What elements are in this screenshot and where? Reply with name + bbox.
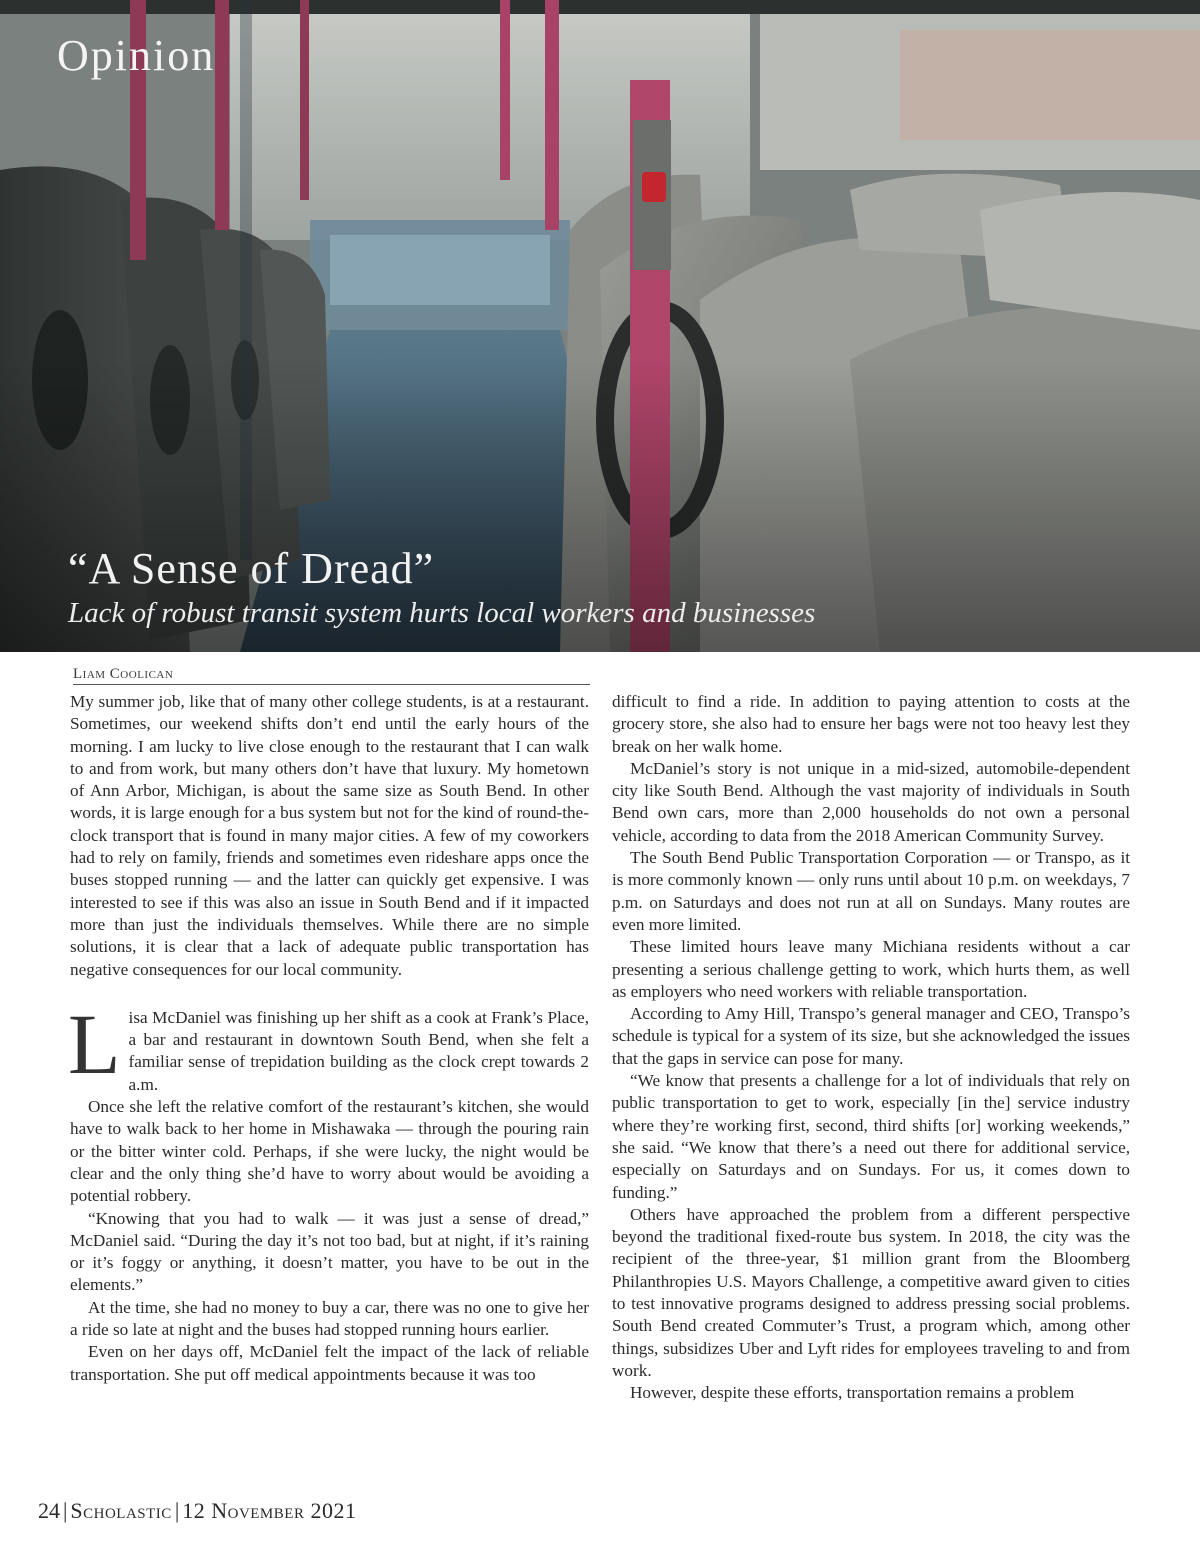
body-paragraph: According to Amy Hill, Transpo’s general manager and CEO, Transpo’s schedule is typical for a system of its size, but she acknowledged the issues that the gaps in service can pose for many. — [612, 1004, 1130, 1068]
hero-photo — [0, 0, 1200, 652]
footer-divider: | — [63, 1498, 68, 1523]
left-column — [70, 691, 589, 1386]
body-paragraph: Even on her days off, McDaniel felt the impact of the lack of reliable transportation. She put off medical appointments because it was too — [70, 1342, 589, 1384]
article-headline: “A Sense of Dread” — [68, 544, 435, 593]
byline: Liam Coolican — [73, 666, 590, 685]
body-paragraph: McDaniel’s story is not unique in a mid-sized, automobile-dependent city like South Bend. Although the vast majority of individuals in South Bend own cars, more than 2,000 households do not own a personal vehicle, according to data from the 2018 American Community Survey. — [612, 758, 1130, 845]
lead-paragraph-text: isa McDaniel was finishing up her shift as a cook at Frank’s Place, a bar and restaurant in downtown South Bend, when she felt a familiar sense of trepidation building as the clock crept towards 2 a.m. — [128, 1007, 589, 1094]
body-paragraph: Once she left the relative comfort of the restaurant’s kitchen, she would have to walk back to her home in Mishawaka — through the pouring rain or the bitter winter cold. Perhaps, if she were lucky, the night would be clear and the only thing she’d have to worry about would be avoiding a potential robbery. — [70, 1097, 589, 1206]
page-footer — [38, 1498, 356, 1524]
body-paragraph: However, despite these efforts, transportation remains a problem — [630, 1383, 1075, 1403]
body-paragraph: Others have approached the problem from a different perspective beyond the traditional fixed-route bus system. In 2018, the city was the recipient of the three-year, $1 million grant from the Bloomberg Philanthropies U.S. Mayors Challenge, a competitive award given to cities to test innovative programs designed to address pressing social problems. South Bend created Commuter’s Trust, a program which, among other things, subsidizes Uber and Lyft rides for employees traveling to and from work. — [612, 1204, 1130, 1380]
section-label: Opinion — [57, 31, 216, 80]
body-paragraph: “We know that presents a challenge for a lot of individuals that rely on public transportation to get to work, especially [in the] service industry where they’re working first, second, third shifts [or] working weekends,” she said. “We know that there’s a need out there for additional service, especially on Saturdays and on Sundays. For us, it comes down to funding.” — [612, 1071, 1130, 1202]
article-subheadline: Lack of robust transit system hurts local workers and businesses — [68, 597, 816, 629]
intro-paragraph: My summer job, like that of many other college students, is at a restaurant. Sometimes, our weekend shifts don’t end until the early hours of the morning. I am lucky to live close enough to the restaurant that I can walk to and from work, but many others don’t have that luxury. My hometown of Ann Arbor, Michigan, is about the same size as South Bend. In other words, it is large enough for a bus system but not for the kind of round-the-clock transport that is found in many major cities. A few of my coworkers had to rely on family, friends and sometimes even rideshare apps once the buses stopped running — and the latter can quickly get expensive. I was interested to see if this was also an issue in South Bend and if it impacted more than just the individuals themselves. While there are no simple solutions, it is clear that a lack of adequate public transportation has negative consequences for our local community. — [70, 692, 589, 979]
right-column — [612, 691, 1130, 1405]
body-paragraph: At the time, she had no money to buy a car, there was no one to give her a ride so late at night and the buses had stopped running hours earlier. — [70, 1297, 589, 1340]
page-number: 24 — [38, 1498, 60, 1523]
body-paragraph: The South Bend Public Transportation Corporation — or Transpo, as it is more commonly known — only runs until about 10 p.m. on weekdays, 7 p.m. on Saturdays and does not run at all on Sundays. Many routes are even more limited. — [612, 848, 1130, 934]
body-paragraph: These limited hours leave many Michiana residents without a car presenting a serious challenge getting to work, which hurts them, as well as employers who need workers with reliable transportation. — [612, 937, 1130, 1001]
issue-date: 12 November 2021 — [182, 1498, 357, 1523]
lead-paragraph — [68, 995, 589, 1096]
paragraph-gap — [70, 981, 589, 1007]
body-paragraph: “Knowing that you had to walk — it was just a sense of dread,” McDaniel said. “During the day it’s not too bad, but at night, if it’s raining or it’s foggy or anything, it doesn’t matter, you have to be out in the elements.” — [70, 1208, 589, 1295]
body-paragraph: difficult to find a ride. In addition to paying attention to costs at the grocery store, she also had to ensure her bags were not too heavy lest they break on her walk home. — [612, 692, 1130, 756]
publication-name: Scholastic — [70, 1498, 172, 1523]
drop-cap: L — [68, 995, 121, 1092]
footer-divider: | — [174, 1498, 180, 1523]
